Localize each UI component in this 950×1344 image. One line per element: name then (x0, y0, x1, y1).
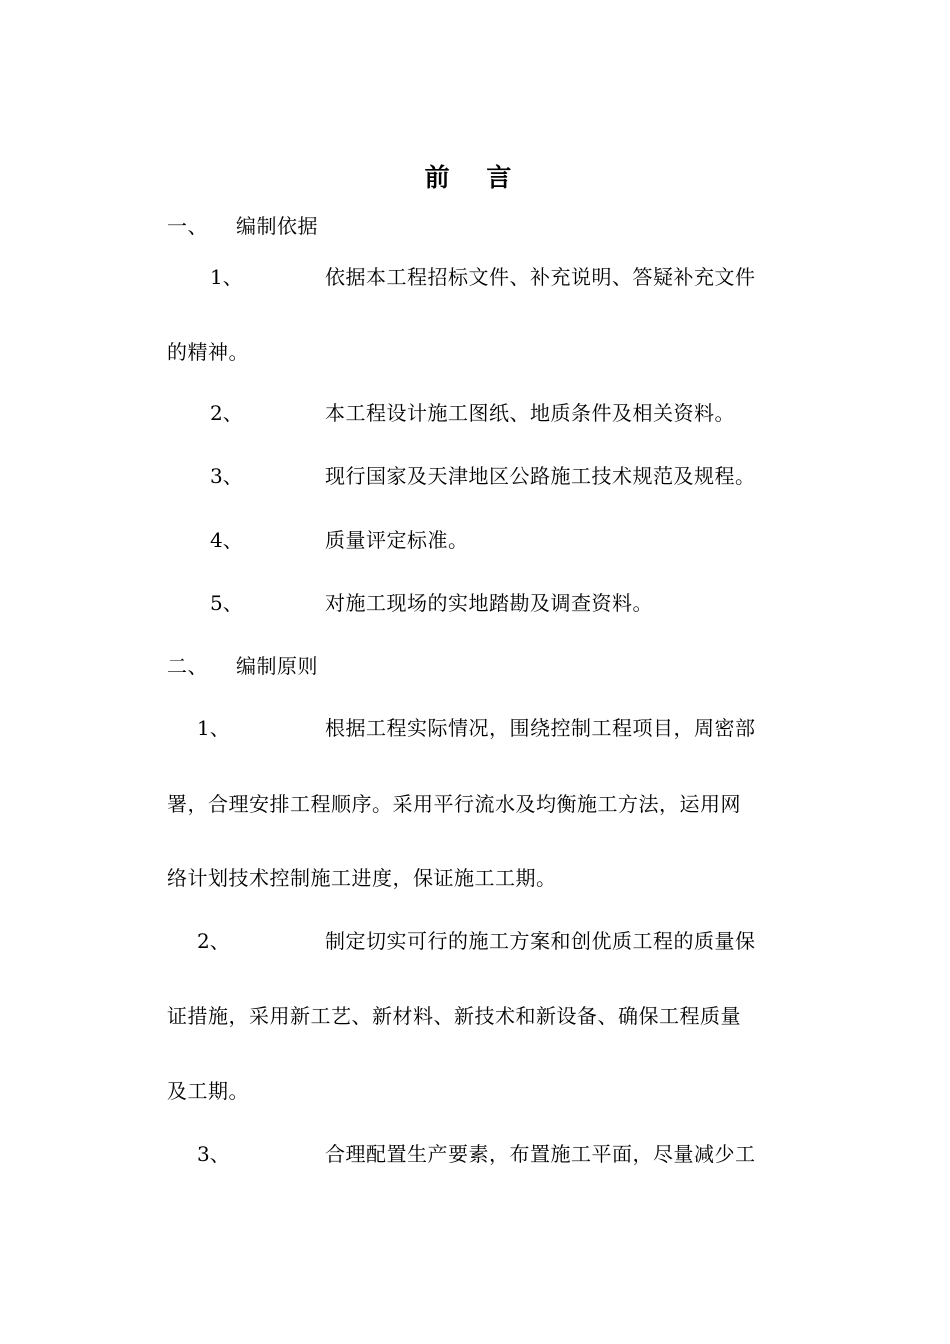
section-marker: 一、 (167, 214, 208, 238)
item-text-line: 根据工程实际情况，围绕控制工程项目，周密部 (325, 716, 756, 740)
item-text-line: 署，合理安排工程顺序。采用平行流水及均衡施工方法，运用网 (167, 792, 741, 816)
item-number: 2、 (197, 929, 230, 953)
item-text-line: 本工程设计施工图纸、地质条件及相关资料。 (325, 401, 735, 425)
item-number: 3、 (197, 1142, 230, 1166)
item-number: 5、 (210, 591, 243, 615)
section-heading: 编制依据 (236, 214, 318, 238)
item-number: 2、 (210, 401, 243, 425)
section-heading: 编制原则 (236, 654, 318, 678)
item-text-line: 依据本工程招标文件、补充说明、答疑补充文件 (325, 265, 756, 289)
item-text-line: 对施工现场的实地踏勘及调查资料。 (325, 591, 653, 615)
section-marker: 二、 (167, 654, 208, 678)
item-text-line: 质量评定标准。 (325, 528, 469, 552)
item-text-line: 现行国家及天津地区公路施工技术规范及规程。 (325, 464, 756, 488)
item-number: 3、 (210, 464, 243, 488)
page-title: 前 言 (424, 163, 526, 192)
item-text-line: 的精神。 (167, 340, 249, 364)
item-number: 4、 (210, 528, 243, 552)
item-text-line: 证措施，采用新工艺、新材料、新技术和新设备、确保工程质量 (167, 1004, 741, 1028)
item-text-line: 及工期。 (167, 1079, 249, 1103)
item-text-line: 络计划技术控制施工进度，保证施工工期。 (167, 866, 557, 890)
item-number: 1、 (197, 716, 230, 740)
item-number: 1、 (210, 265, 243, 289)
item-text-line: 制定切实可行的施工方案和创优质工程的质量保 (325, 929, 756, 953)
item-text-line: 合理配置生产要素，布置施工平面，尽量减少工 (325, 1142, 756, 1166)
